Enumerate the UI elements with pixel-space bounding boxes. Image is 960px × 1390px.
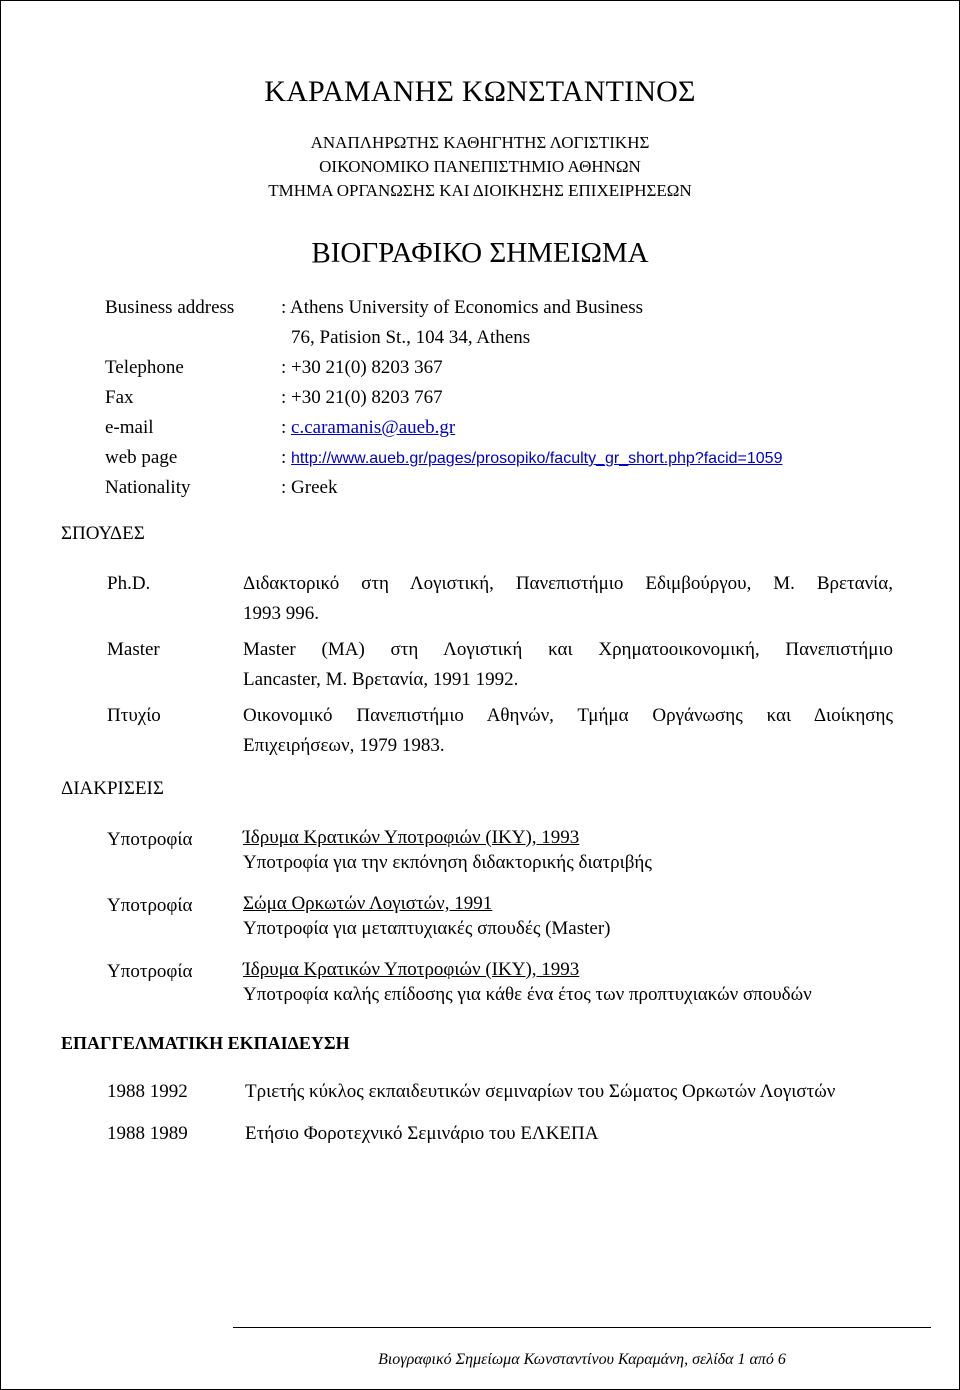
email-value-wrap (281, 417, 455, 439)
award-line-1: Σώμα Ορκωτών Λογιστών, 1991 (243, 893, 493, 914)
telephone-value: : +30 21(0) 8203 367 (281, 357, 443, 378)
study-label: Master (107, 639, 160, 660)
address-row-2 (1, 327, 959, 351)
award-line-2: Υποτροφία για μεταπτυχιακές σπουδές (Master) (243, 918, 611, 939)
study-line-2: Lancaster, Μ. Βρετανία, 1991 1992. (243, 669, 519, 690)
department-name: ΤΜΗΜΑ ΟΡΓΑΝΩΣΗΣ ΚΑΙ ΔΙΟΙΚΗΣΗΣ ΕΠΙΧΕΙΡΗΣΕΩΝ (268, 181, 692, 200)
study-label: Ph.D. (107, 573, 151, 594)
address-label: Business address (105, 297, 235, 318)
web-label: web page (105, 447, 178, 468)
study-line-2: Επιχειρήσεων, 1979 1983. (243, 735, 445, 756)
fax-row (1, 387, 959, 411)
position-title: ΑΝΑΠΛΗΡΩΤΗΣ ΚΑΘΗΓΗΤΗΣ ΛΟΓΙΣΤΙΚΗΣ (310, 133, 650, 152)
award-label: Υποτροφία (107, 895, 193, 916)
nationality-label: Nationality (105, 477, 191, 498)
web-link[interactable]: http://www.aueb.gr/pages/prosopiko/faculty_gr_short.php?facid=1059 (291, 450, 783, 467)
award-line-1: Ίδρυμα Κρατικών Υποτροφιών (ΙΚΥ), 1993 (243, 959, 580, 980)
email-link[interactable]: c.caramanis@aueb.gr (291, 417, 456, 438)
studies-heading: ΣΠΟΥΔΕΣ (61, 523, 145, 544)
fax-label: Fax (105, 387, 134, 408)
study-text (243, 569, 893, 629)
award-line-2: Υποτροφία για την εκπόνηση διδακτορικής διατριβής (243, 852, 652, 873)
telephone-row (1, 357, 959, 381)
study-label: Πτυχίο (107, 705, 161, 726)
cv-title: ΒΙΟΓΡΑΦΙΚΟ ΣΗΜΕΙΩΜΑ (311, 237, 649, 269)
training-text: Τριετής κύκλος εκπαιδευτικών σεμιναρίων του Σώματος Ορκωτών Λογιστών (245, 1081, 836, 1102)
nationality-row (1, 477, 959, 501)
award-text (243, 891, 893, 941)
award-label: Υποτροφία (107, 829, 193, 850)
training-heading: ΕΠΑΓΓΕΛΜΑΤΙΚΗ ΕΚΠΑΙΔΕΥΣΗ (61, 1033, 350, 1053)
person-name: ΚΑΡΑΜΑΝΗΣ ΚΩΝΣΤΑΝΤΙΝΟΣ (264, 75, 696, 108)
web-prefix: : (281, 447, 292, 468)
email-row (1, 417, 959, 441)
study-line-2: 1993 996. (243, 603, 319, 624)
training-years: 1988 1989 (107, 1123, 188, 1144)
fax-value: : +30 21(0) 8203 767 (281, 387, 443, 408)
award-text (243, 825, 893, 875)
training-years: 1988 1992 (107, 1081, 188, 1102)
nationality-value: : Greek (281, 477, 338, 498)
telephone-label: Telephone (105, 357, 184, 378)
address-row (1, 297, 959, 321)
study-text (243, 635, 893, 695)
address-line-2: 76, Patision St., 104 34, Athens (291, 327, 531, 348)
footer-rule (233, 1327, 931, 1328)
email-prefix: : (281, 417, 292, 438)
study-line-1: Master (MA) στη Λογιστική και Χρηματοοικονομική, Πανεπιστήμιο (243, 639, 893, 660)
awards-heading: ΔΙΑΚΡΙΣΕΙΣ (61, 778, 164, 799)
award-line-1: Ίδρυμα Κρατικών Υποτροφιών (ΙΚΥ), 1993 (243, 827, 580, 848)
address-line-1: : Athens University of Economics and Business (281, 297, 644, 318)
page-footer: Βιογραφικό Σημείωμα Κωνσταντίνου Καραμάνη, σελίδα 1 από 6 (378, 1351, 786, 1368)
award-line-2: Υποτροφία καλής επίδοσης για κάθε ένα έτος των προπτυχιακών σπουδών (243, 984, 812, 1005)
study-line-1: Οικονομικό Πανεπιστήμιο Αθηνών, Τμήμα Οργάνωσης και Διοίκησης (243, 705, 893, 726)
web-row (1, 447, 959, 471)
award-text (243, 957, 893, 1007)
study-line-1: Διδακτορικό στη Λογιστική, Πανεπιστήμιο Εδιμβούργου, Μ. Βρετανία, (243, 573, 893, 594)
email-label: e-mail (105, 417, 154, 438)
study-text (243, 701, 893, 761)
university-name: ΟΙΚΟΝΟΜΙΚΟ ΠΑΝΕΠΙΣΤΗΜΙΟ ΑΘΗΝΩΝ (319, 157, 641, 176)
award-label: Υποτροφία (107, 961, 193, 982)
web-value-wrap (281, 447, 782, 469)
training-text: Ετήσιο Φοροτεχνικό Σεμινάριο του ΕΛΚΕΠΑ (245, 1123, 599, 1144)
